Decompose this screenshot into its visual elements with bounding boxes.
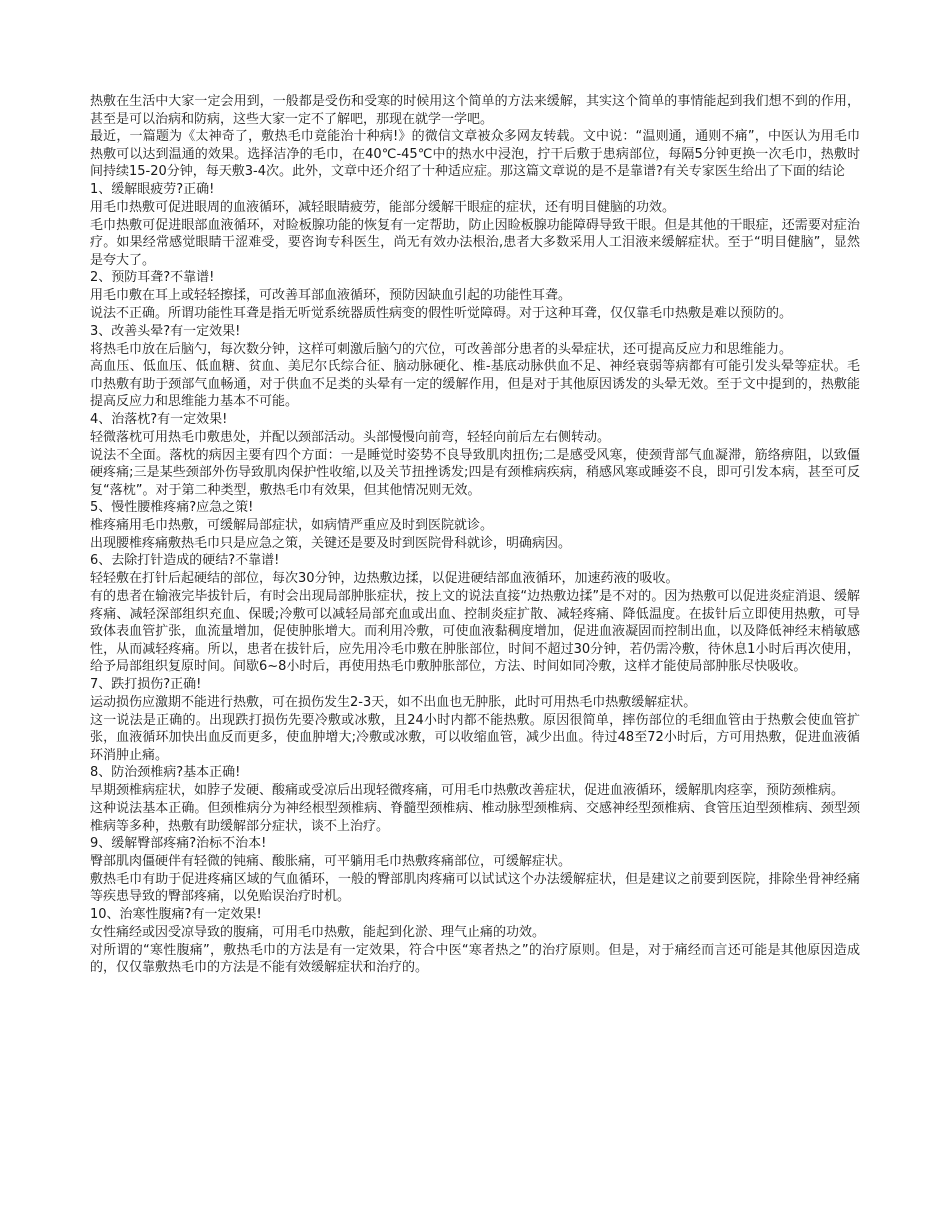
section-1-heading: 1、缓解眼疲劳?正确! <box>90 181 215 197</box>
section-4-heading: 4、治落枕?有一定效果! <box>90 411 228 427</box>
section-9-claim: 臀部肌肉僵硬伴有轻微的钝痛、酸胀痛，可平躺用毛巾热敷疼痛部位，可缓解症状。 <box>90 854 572 870</box>
section-6-heading: 6、去除打针造成的硬结?不靠谱! <box>90 553 280 569</box>
section-8-expert: 这种说法基本正确。但颈椎病分为神经根型颈椎病、脊髓型颈椎病、椎动脉型颈椎病、交感神经型颈椎病、食管压迫型颈椎病、颈型颈椎病等多种，热敷有助缓解部分症状，谈不上治疗。 <box>90 801 860 834</box>
section-4-claim: 轻微落枕可用热毛巾敷患处，并配以颈部活动。头部慢慢向前弯，轻轻向前后左右侧转动。 <box>90 429 611 445</box>
article-body <box>90 93 860 977</box>
section-5-expert: 出现腰椎疼痛敷热毛巾只是应急之策，关键还是要及时到医院骨科就诊，明确病因。 <box>90 535 572 551</box>
section-10-expert: 对所谓的“寒性腹痛”，敷热毛巾的方法是有一定效果，符合中医“寒者热之”的治疗原则。但是，对于痛经而言还可能是其他原因造成的，仅仅靠敷热毛巾的方法是不能有效缓解症状和治疗的。 <box>90 942 860 976</box>
section-1-claim: 用毛巾热敷可促进眼周的血液循环，减轻眼睛疲劳，能部分缓解干眼症的症状，还有明目健脑的功效。 <box>90 199 676 215</box>
section-7-claim: 运动损伤应激期不能进行热敷，可在损伤发生2-3天，如不出血也无肿胀，此时可用热毛巾热敷缓解症状。 <box>90 695 697 711</box>
section-6-claim: 轻轻敷在打针后起硬结的部位，每次30分钟，边热敷边揉，以促进硬结部血液循环，加速药液的吸收。 <box>90 571 679 587</box>
section-10-heading: 10、治寒性腹痛?有一定效果! <box>90 906 262 922</box>
section-1-expert: 毛巾热敷可促进眼部血液循环，对睑板腺功能的恢复有一定帮助，防止因睑板腺功能障碍导致干眼。但是其他的干眼症，还需要对症治疗。如果经常感觉眼睛干涩难受，要咨询专科医生，尚无有效办法根治,患者大多数采用人工泪液来缓解症状。至于“明目健脑”，显然是夸大了。 <box>90 217 860 268</box>
section-9-heading: 9、缓解臀部疼痛?治标不治本! <box>90 836 267 852</box>
section-3-heading: 3、改善头晕?有一定效果! <box>90 323 241 339</box>
section-7-heading: 7、跌打损伤?正确! <box>90 677 202 693</box>
section-10-claim: 女性痛经或因受凉导致的腹痛，可用毛巾热敷，能起到化淤、理气止痛的功效。 <box>90 924 546 940</box>
section-5-heading: 5、慢性腰椎疼痛?应急之策! <box>90 500 254 516</box>
section-6-expert: 有的患者在输液完毕拔针后，有时会出现局部肿胀症状，按上文的说法直接“边热敷边揉”是不对的。因为热敷可以促进炎症消退、缓解疼痛、减轻深部组织充血、保暖;冷敷可以减轻局部充血或出血、控制炎症扩散、减轻疼痛、降低温度。在拔针后立即使用热敷，可导致体表血管扩张，血流量增加，促使肿胀增大。而利用冷敷，可使血液黏稠度增加，促进血液凝固而控制出血，以及降低神经末梢敏感性，从而减轻疼痛。所以，患者在拔针后，应先用冷毛巾敷在肿胀部位，时间不超过30分钟，若仍需冷敷，待休息1小时后再次使用，给予局部组织复原时间。间歇6~8小时后，再使用热毛巾敷肿胀部位，方法、时间如同冷敷，这样才能使局部肿胀尽快吸收。 <box>90 589 860 675</box>
section-7-expert: 这一说法是正确的。出现跌打损伤先要冷敷或冰敷，且24小时内都不能热敷。原因很简单，摔伤部位的毛细血管由于热敷会使血管扩张，血液循环加快出血反而更多，使血肿增大;冷敷或冰敷，可以收缩血管，减少出血。待过48至72小时后，方可用热敷，促进血液循环消肿止痛。 <box>90 712 860 763</box>
section-8-claim: 早期颈椎病症状，如脖子发硬、酸痛或受凉后出现轻微疼痛，可用毛巾热敷改善症状，促进血液循环，缓解肌肉痉挛，预防颈椎病。 <box>90 783 845 799</box>
section-5-claim: 椎疼痛用毛巾热敷，可缓解局部症状，如病情严重应及时到医院就诊。 <box>90 518 494 534</box>
section-2-claim: 用毛巾敷在耳上或轻轻擦揉，可改善耳部血液循环，预防因缺血引起的功能性耳聋。 <box>90 288 572 304</box>
section-8-heading: 8、防治颈椎病?基本正确! <box>90 765 241 781</box>
section-3-claim: 将热毛巾放在后脑勺，每次数分钟，这样可刺激后脑勺的穴位，可改善部分患者的头晕症状，还可提高反应力和思维能力。 <box>90 341 793 357</box>
intro-paragraph-1: 热敷在生活中大家一定会用到，一般都是受伤和受寒的时候用这个简单的方法来缓解，其实这个简单的事情能起到我们想不到的作用，甚至是可以治病和防病，这些大家一定不了解吧，那现在就学一学吧。 <box>90 94 860 127</box>
intro-paragraph-2: 最近，一篇题为《太神奇了，敷热毛巾竟能治十种病!》的微信文章被众多网友转载。文中说：“温则通，通则不痛”，中医认为用毛巾热敷可以达到温通的效果。选择洁净的毛巾，在40℃-45℃中的热水中浸泡，拧干后敷于患病部位，每隔5分钟更换一次毛巾，热敷时间持续15-20分钟，每天敷3-4次。此外，文章中还介绍了十种适应症。那这篇文章说的是不是靠谱?有关专家医生给出了下面的结论 <box>90 129 860 180</box>
section-4-expert: 说法不全面。落枕的病因主要有四个方面：一是睡觉时姿势不良导致肌肉扭伤;二是感受风寒，使颈背部气血凝滞，筋络痹阻，以致僵硬疼痛;三是某些颈部外伤导致肌肉保护性收缩,以及关节扭挫诱发;四是有颈椎病疾病，稍感风寒或睡姿不良，即可引发本病，甚至可反复“落枕”。对于第二种类型，敷热毛巾有效果，但其他情况则无效。 <box>90 447 860 498</box>
section-9-expert: 敷热毛巾有助于促进疼痛区域的气血循环，一般的臀部肌肉疼痛可以试试这个办法缓解症状，但是建议之前要到医院，排除坐骨神经痛等疾患导致的臀部疼痛，以免贻误治疗时机。 <box>90 871 860 905</box>
section-2-heading: 2、预防耳聋?不靠谱! <box>90 270 215 286</box>
section-2-expert: 说法不正确。所谓功能性耳聋是指无听觉系统器质性病变的假性听觉障碍。对于这种耳聋，仅仅靠毛巾热敷是难以预防的。 <box>90 305 793 321</box>
section-3-expert: 高血压、低血压、低血糖、贫血、美尼尔氏综合征、脑动脉硬化、椎-基底动脉供血不足、神经衰弱等病都有可能引发头晕等症状。毛巾热敷有助于颈部气血畅通，对于供血不足类的头晕有一定的缓解作用，但是对于其他原因诱发的头晕无效。至于文中提到的，热敷能提高反应力和思维能力基本不可能。 <box>90 359 860 410</box>
